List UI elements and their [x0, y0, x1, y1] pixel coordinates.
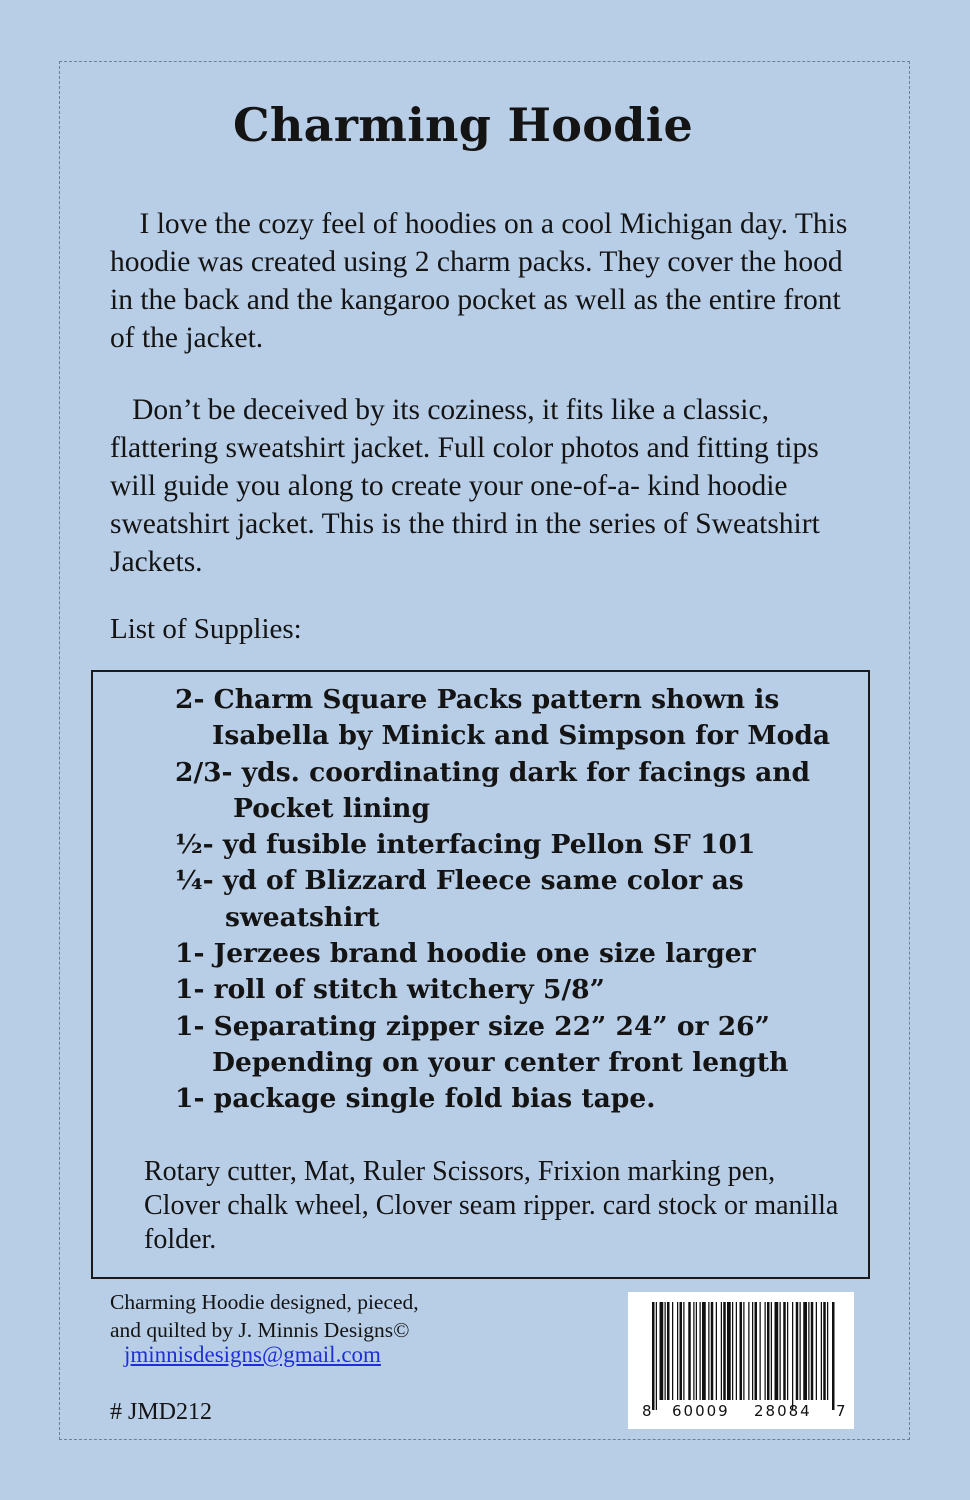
barcode-digits: [628, 1402, 854, 1424]
barcode-bar: [683, 1302, 684, 1400]
barcode-bar: [743, 1302, 744, 1400]
barcode-bar: [677, 1302, 678, 1400]
barcode-bar: [775, 1302, 779, 1400]
barcode-bar: [660, 1302, 664, 1400]
supply-item: 1- roll of stitch witchery 5/8”: [175, 974, 605, 1006]
barcode-bar: [721, 1302, 722, 1400]
barcode-bar: [783, 1302, 786, 1400]
barcode-digit-group: 7: [836, 1402, 846, 1420]
designer-credit: Charming Hoodie designed, pieced, and quilted by J. Minnis Designs©: [110, 1290, 419, 1342]
supply-item: ½- yd fusible interfacing Pellon SF 101: [175, 829, 756, 861]
barcode-bar: [827, 1302, 828, 1400]
barcode-bar: [760, 1302, 761, 1400]
barcode-bar: [748, 1302, 749, 1400]
barcode-bar: [702, 1302, 706, 1400]
supply-item: 1- Separating zipper size 22” 24” or 26” Depending on your center front length: [175, 1010, 789, 1078]
barcode-bar: [716, 1302, 717, 1400]
barcode-bar: [656, 1302, 657, 1410]
barcode-bar: [767, 1302, 770, 1400]
barcode-bar: [723, 1302, 726, 1400]
barcode-bar: [693, 1302, 694, 1400]
barcode-bar: [800, 1302, 801, 1400]
barcode-bar: [792, 1302, 793, 1410]
barcode-digit-group: 8: [642, 1402, 652, 1420]
barcode-bar: [771, 1302, 772, 1400]
barcode-bar: [732, 1302, 733, 1400]
barcode-bar: [752, 1302, 753, 1400]
barcode-bar: [832, 1302, 835, 1410]
barcode-digit-group: 28084: [754, 1402, 812, 1420]
barcode-bar: [652, 1302, 655, 1410]
barcode-bar: [787, 1302, 788, 1400]
barcode: [628, 1292, 854, 1429]
barcode-bar: [755, 1302, 758, 1400]
barcode-bar: [811, 1302, 814, 1400]
barcode-bar: [727, 1302, 731, 1400]
tools-list: Rotary cutter, Mat, Ruler Scissors, Frixion marking pen, Clover chalk wheel, Clover seam ripper. card stock or manilla folder.: [144, 1156, 839, 1255]
barcode-bar: [796, 1302, 799, 1400]
supply-item: 1- package single fold bias tape.: [175, 1083, 656, 1115]
barcode-bar: [808, 1302, 809, 1400]
supplies-heading: List of Supplies:: [110, 613, 302, 645]
supply-item: 2/3- yds. coordinating dark for facings and Pocket lining: [175, 756, 811, 824]
barcode-bar: [665, 1302, 666, 1400]
page-title: Charming Hoodie: [232, 98, 694, 152]
pattern-number: # JMD212: [110, 1399, 213, 1425]
supply-item: 2- Charm Square Packs pattern shown is Isabella by Minick and Simpson for Moda: [175, 684, 831, 752]
barcode-bar: [816, 1302, 817, 1400]
intro-paragraph-2: Don’t be deceived by its coziness, it fits like a classic, flattering sweatshirt jacket. Full color photos and fitting tips will guide you along to create your one-of-a- kind hoodie sweatshirt jacket. This is the third in the series of Sweatshirt Jackets.: [110, 394, 820, 578]
barcode-bar: [696, 1302, 697, 1400]
barcode-bar: [700, 1302, 701, 1400]
barcode-bar: [680, 1302, 683, 1400]
barcode-bar: [803, 1302, 807, 1400]
intro-paragraph-1: I love the cozy feel of hoodies on a cool Michigan day. This hoodie was created using 2 charm packs. They cover the hood in the back and the kangaroo pocket as well as the entire front of the jacket.: [110, 208, 848, 354]
barcode-bar: [708, 1302, 709, 1400]
barcode-bar: [740, 1302, 743, 1400]
barcode-bar: [823, 1302, 826, 1400]
barcode-bar: [711, 1302, 714, 1400]
barcode-digit-group: 60009: [672, 1402, 730, 1420]
supply-item: 1- Jerzees brand hoodie one size larger: [175, 938, 756, 970]
email-link[interactable]: jminnisdesigns@gmail.com: [124, 1342, 381, 1367]
barcode-bar: [736, 1302, 737, 1400]
supply-item: ¼- yd of Blizzard Fleece same color as sweatshirt: [175, 865, 744, 933]
barcode-bar: [821, 1302, 822, 1400]
barcode-bar: [780, 1302, 781, 1400]
barcode-bar: [672, 1302, 673, 1400]
barcode-bar: [667, 1302, 670, 1400]
barcode-bar: [765, 1302, 766, 1400]
barcode-bar: [688, 1302, 691, 1400]
supplies-list: [175, 682, 865, 1118]
